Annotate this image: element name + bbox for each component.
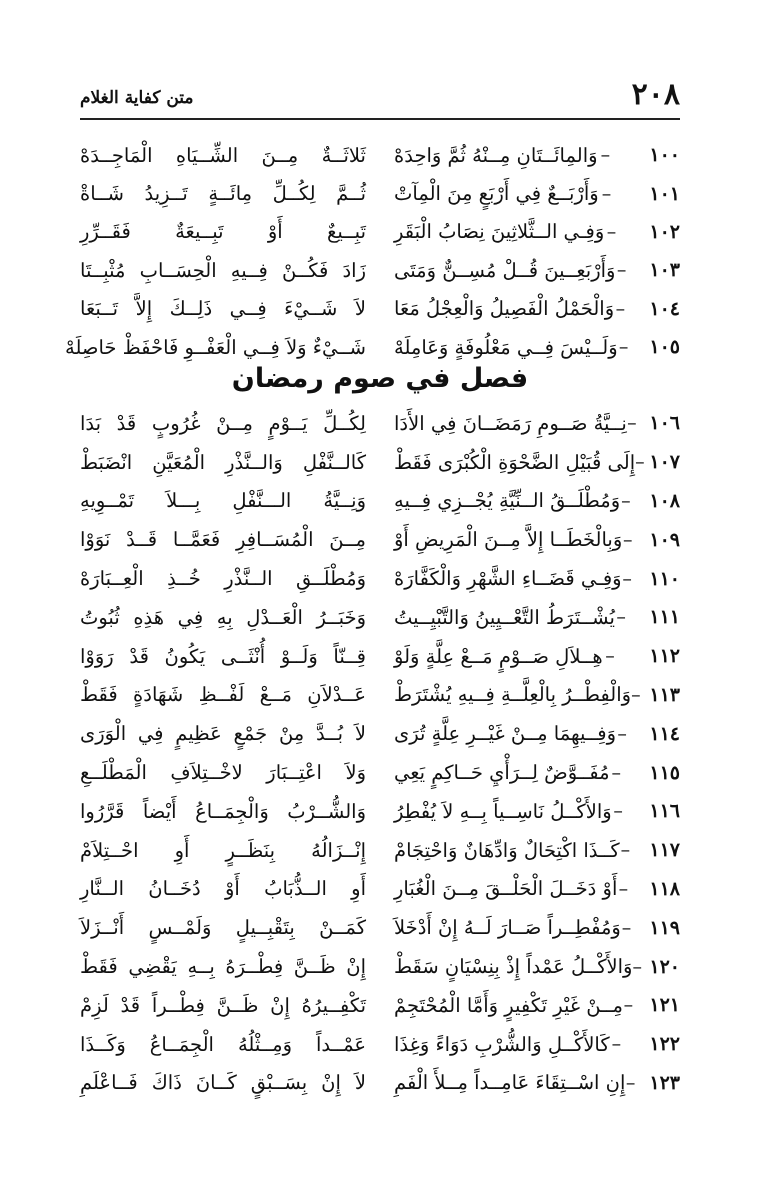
verse-second-hemistich: كَمَــنْ بِتَقْبِــيلٍ وَلَمْــسٍ أَنْــزَلاَ	[80, 916, 366, 940]
verse-first-hemistich: وَالْفِطْــرُ بِالْعِلَّــةِ فِــيهِ يُشْتَرَطْ	[394, 683, 632, 707]
verse-dash: –	[605, 645, 615, 668]
verse-first-hemistich: وَفِــيهِمَا مِــنْ غَيْــرِ عِلَّةٍ تُرَى	[394, 722, 617, 746]
verse-first-hemistich-group	[380, 800, 680, 823]
verse-dash: –	[600, 144, 611, 167]
verse-number: ١٢٠	[649, 955, 680, 978]
verse-dash: –	[635, 451, 645, 474]
verse-number: ١٠٢	[649, 220, 680, 243]
verse-row	[80, 986, 680, 1025]
verse-second-hemistich: وَالشُّــرْبُ وَالْجِمَــاعُ أَيْضاً قَرَّرُوا	[80, 799, 366, 823]
verse-row	[80, 870, 680, 909]
verse-number: ١٠٤	[649, 297, 680, 320]
verse-second-hemistich: ثَلاثَــةٌ مِــنَ الشِّــيَاهِ الْمَاجِــدَهْ	[80, 143, 366, 167]
verse-row	[80, 290, 680, 328]
verse-second-hemistich: وَلاَ اعْتِــبَارَ لاخْــتِلاَفِ الْمَطْلَــعِ	[80, 761, 366, 785]
verse-number: ١٠٣	[649, 259, 680, 282]
verse-first-hemistich: وَفِـي الــثَّلاثِينَ نِصَابُ الْبَقَرِ	[394, 220, 605, 244]
verse-second-hemistich: زَادَ فَكُــنْ فِــيهِ الْحِسَــابِ مُثْبِــتَا	[80, 258, 366, 282]
verse-dash: –	[631, 683, 641, 706]
verse-number: ١١٢	[649, 645, 680, 668]
verse-first-hemistich-group	[380, 220, 680, 243]
verse-row	[80, 520, 680, 559]
verse-second-hemistich: لاَ إِنْ بِسَــبْقٍ كَــانَ ذَاكَ فَــاعْلَمِ	[80, 1071, 366, 1095]
verse-row	[80, 251, 680, 289]
verse-number: ١١٣	[649, 683, 680, 706]
verse-row	[80, 831, 680, 870]
verse-first-hemistich: مِــنْ غَيْرِ تَكْفِيرٍ وَأَمَّا الْمُحْتَجِمْ	[394, 993, 623, 1017]
verse-dash: –	[613, 800, 623, 823]
verse-first-hemistich-group	[380, 489, 680, 512]
verse-dash: –	[616, 259, 627, 282]
verse-first-hemistich-group	[380, 336, 680, 359]
verse-block-fasting	[80, 404, 680, 1102]
verse-row	[80, 598, 680, 637]
section-heading: فصل في صوم رمضان	[231, 363, 529, 394]
verse-first-hemistich: وَمُطْلَــقُ الــنِّيَّةِ يُجْــزِي فِــيهِ	[394, 489, 621, 513]
verse-dash: –	[611, 1033, 622, 1056]
verse-number: ١٢٢	[649, 1033, 680, 1056]
verse-first-hemistich: يُشْــتَرَطُ التَّعْــيِينُ وَالتَّبْيِــيتُ	[394, 605, 615, 629]
verse-number: ١١٥	[649, 761, 680, 784]
verse-first-hemistich-group	[380, 994, 680, 1017]
verse-row	[80, 404, 680, 443]
verse-number: ١٠٦	[649, 412, 680, 435]
verse-dash: –	[615, 297, 626, 320]
verse-first-hemistich-group	[380, 259, 680, 282]
verse-row	[80, 714, 680, 753]
verse-first-hemistich: هِــلاَلِ صَــوْمٍ مَــعْ عِلَّةٍ وَلَوْ	[394, 644, 603, 668]
verse-first-hemistich-group	[380, 451, 680, 474]
verse-number: ١٠٥	[649, 336, 680, 359]
verse-number: ١٠٧	[649, 451, 680, 474]
verse-number: ١١٦	[649, 800, 680, 823]
verse-first-hemistich: مُفَــوَّضٌ لِــرَأْيِ حَــاكِمٍ يَعِي	[394, 761, 610, 785]
verse-number: ١٠٠	[649, 144, 680, 167]
page-number: ٢٠٨	[631, 77, 680, 112]
verse-row	[80, 753, 680, 792]
verse-second-hemistich: لاَ شَــيْءَ فِــي ذَلِــكَ إِلاَّ تَــبَعَا	[80, 297, 366, 321]
verse-row	[80, 1064, 680, 1103]
verse-first-hemistich-group	[380, 412, 680, 435]
verse-first-hemistich: كَالأَكْــلِ وَالشُّرْبِ دَوَاءً وَغِذَا	[394, 1032, 610, 1056]
verse-second-hemistich: إِنْــزَالُهُ بِنَظَــرٍ أَوِ احْــتِلاَمْ	[80, 838, 366, 862]
verse-number: ١٢٣	[649, 1071, 680, 1094]
verse-dash: –	[621, 916, 632, 939]
header-rule	[80, 118, 680, 120]
verse-first-hemistich: وَمُفْطِــراً صَــارَ لَــهُ إِنْ أَدْخَلاَ	[394, 916, 621, 940]
verse-first-hemistich-group	[380, 606, 680, 629]
verse-number: ١٠١	[649, 182, 680, 205]
verse-second-hemistich: أَوِ الــذُّبَابُ أَوْ دُخَــانُ الــنَّارِ	[80, 877, 366, 901]
verse-dash: –	[632, 955, 642, 978]
verse-first-hemistich: وَالأَكْــلُ عَمْداً إِذْ بِنِسْيَانٍ سَقَطْ	[394, 955, 633, 979]
verse-first-hemistich: وَأَرْبَعِــينَ قُــلْ مُسِــنٌّ وَمَتَى	[394, 258, 616, 282]
verse-row	[80, 482, 680, 521]
verse-row	[80, 559, 680, 598]
verse-second-hemistich: تَكْفِــيرُهُ إِنْ ظَــنَّ فِطْــراً قَدْ لَزِمْ	[80, 993, 366, 1017]
verse-number: ١٠٩	[649, 528, 680, 551]
verse-dash: –	[606, 220, 617, 243]
verse-dash: –	[620, 839, 631, 862]
verse-first-hemistich: وَبِالْخَطَــا إِلاَّ مِــنَ الْمَرِيضِ أَوْ	[394, 528, 623, 552]
verse-first-hemistich-group	[380, 916, 680, 939]
verse-row	[80, 792, 680, 831]
verse-dash: –	[627, 412, 637, 435]
verse-dash: –	[611, 761, 622, 784]
verse-row	[80, 443, 680, 482]
verse-second-hemistich: ثُــمَّ لِكُــلِّ مِائَــةٍ تَــزِيدُ شَــاةْ	[80, 182, 366, 206]
verse-dash: –	[601, 182, 612, 205]
verse-number: ١٢١	[649, 994, 680, 1017]
verse-row	[80, 1025, 680, 1064]
verse-first-hemistich: كَــذَا اكْتِحَالٌ وَادِّهَانٌ وَاحْتِجَامْ	[394, 838, 620, 862]
verse-row	[80, 908, 680, 947]
verse-dash: –	[617, 722, 627, 745]
verse-first-hemistich-group	[380, 567, 680, 590]
verse-number: ١١٨	[649, 877, 680, 900]
verse-first-hemistich-group	[380, 297, 680, 320]
verse-number: ١١٠	[649, 567, 680, 590]
verse-second-hemistich: شَــيْءٌ وَلاَ فِــي الْعَفْــوِ فَاحْفَظْ حَاصِلَهْ	[64, 335, 366, 359]
verse-number: ١١١	[649, 606, 680, 629]
verse-first-hemistich: إِنِ اسْــتِقَاءَ عَامِــداً مِــلأَ الْفَمِ	[394, 1071, 626, 1095]
verse-first-hemistich-group	[380, 1033, 680, 1056]
verse-row	[80, 136, 680, 174]
verse-row	[80, 676, 680, 715]
verse-dash: –	[618, 336, 629, 359]
verse-first-hemistich: أَوْ دَخَــلَ الْحَلْــقَ مِــنَ الْغُبَارِ	[394, 877, 618, 901]
verse-first-hemistich: إِلَى قُبَيْلِ الضَّحْوَةِ الْكُبْرَى فَقَطْ	[394, 450, 636, 474]
verse-dash: –	[625, 1071, 636, 1094]
verse-second-hemistich: عَــدْلاَنِ مَــعْ لَفْــظِ شَهَادَةٍ فَقَطْ	[80, 683, 366, 707]
verse-second-hemistich: وَخَبَــرُ الْعَــدْلِ بِهِ فِي هَذِهِ ثُبُوتُ	[80, 605, 366, 629]
verse-first-hemistich: نِــيَّةُ صَــومِ رَمَضَــانَ فِي الأَدَا	[394, 411, 627, 435]
verse-first-hemistich-group	[380, 877, 680, 900]
verse-second-hemistich: كَالــنَّفْلِ وَالــنَّذْرِ الْمُعَيَّنِ انْضَبَطْ	[80, 450, 366, 474]
verse-first-hemistich-group	[380, 182, 680, 205]
verse-row	[80, 213, 680, 251]
verse-first-hemistich-group	[380, 683, 680, 706]
verse-second-hemistich: لِكُــلِّ يَــوْمٍ مِــنْ غُرُوبٍ قَدْ بَدَا	[80, 411, 366, 435]
verse-first-hemistich-group	[380, 761, 680, 784]
verse-first-hemistich: وَالأَكْــلُ نَاسِــياً بِــهِ لاَ يُفْطِرُ	[394, 799, 612, 823]
verse-number: ١١٧	[649, 839, 680, 862]
verse-first-hemistich: وَلَــيْسَ فِــي مَعْلُوفَةٍ وَعَامِلَهْ	[394, 335, 618, 359]
verse-second-hemistich: قِــنّاً وَلَــوْ أُنْثَــى يَكُونُ قَدْ رَوَوْا	[80, 644, 366, 668]
verse-dash: –	[616, 606, 626, 629]
verse-number: ١١٤	[649, 722, 680, 745]
verse-second-hemistich: تَبِــيعٌ أَوْ تَبِــيعَةٌ فَقَــرِّرِ	[80, 220, 366, 244]
verse-number: ١١٩	[649, 916, 680, 939]
verse-first-hemistich: وَفِـي قَضَــاءِ الشَّهْرِ وَالْكَفَّارَهْ	[394, 567, 622, 591]
verse-first-hemistich-group	[380, 722, 680, 745]
verse-second-hemistich: إِنْ ظَــنَّ فِطْــرَهُ بِــهِ يَقْضِي فَقَطْ	[80, 955, 366, 979]
verse-row	[80, 174, 680, 212]
verse-dash: –	[618, 877, 629, 900]
verse-first-hemistich-group	[380, 955, 680, 978]
verse-second-hemistich: وَمُطْلَــقِ الــنَّذْرِ خُــذِ الْعِــبَارَهْ	[80, 567, 366, 591]
verse-row	[80, 947, 680, 986]
verse-first-hemistich-group	[380, 1071, 680, 1094]
page-header	[80, 72, 680, 112]
verse-dash: –	[621, 489, 631, 512]
verse-first-hemistich-group	[380, 144, 680, 167]
verse-first-hemistich-group	[380, 645, 680, 668]
verse-first-hemistich-group	[380, 839, 680, 862]
verse-block-zakat	[64, 136, 680, 366]
verse-second-hemistich: عَمْــداً وَمِــثْلُهُ الْجِمَــاعُ وَكَــذَا	[80, 1032, 366, 1056]
verse-second-hemistich: وَنِــيَّةُ الـــنَّفْلِ بِـــلاَ تَمْــوِيهِ	[80, 489, 366, 513]
verse-number: ١٠٨	[649, 489, 680, 512]
verse-dash: –	[623, 994, 634, 1017]
verse-first-hemistich: وَالْحَمْلُ الْفَصِيلُ وَالْعِجْلُ مَعَا	[394, 297, 615, 321]
book-title: متن كفاية الغلام	[80, 88, 194, 108]
verse-first-hemistich: وَأَرْبَــعٌ فِي أَرْبَعٍ مِنَ الْمِآتْ	[394, 182, 599, 206]
verse-second-hemistich: مِــنَ الْمُسَــافِرِ فَعَمَّــا قَــدْ نَوَوْا	[80, 528, 366, 552]
verse-second-hemistich: لاَ بُــدَّ مِنْ جَمْعٍ عَظِيمٍ فِي الْوَرَى	[80, 722, 366, 746]
verse-first-hemistich-group	[380, 528, 680, 551]
verse-row	[80, 637, 680, 676]
verse-first-hemistich: وَالمِائَــتَانِ مِــنْهُ ثُمَّ وَاحِدَهْ	[394, 143, 598, 167]
verse-dash: –	[623, 528, 633, 551]
verse-dash: –	[622, 567, 632, 590]
